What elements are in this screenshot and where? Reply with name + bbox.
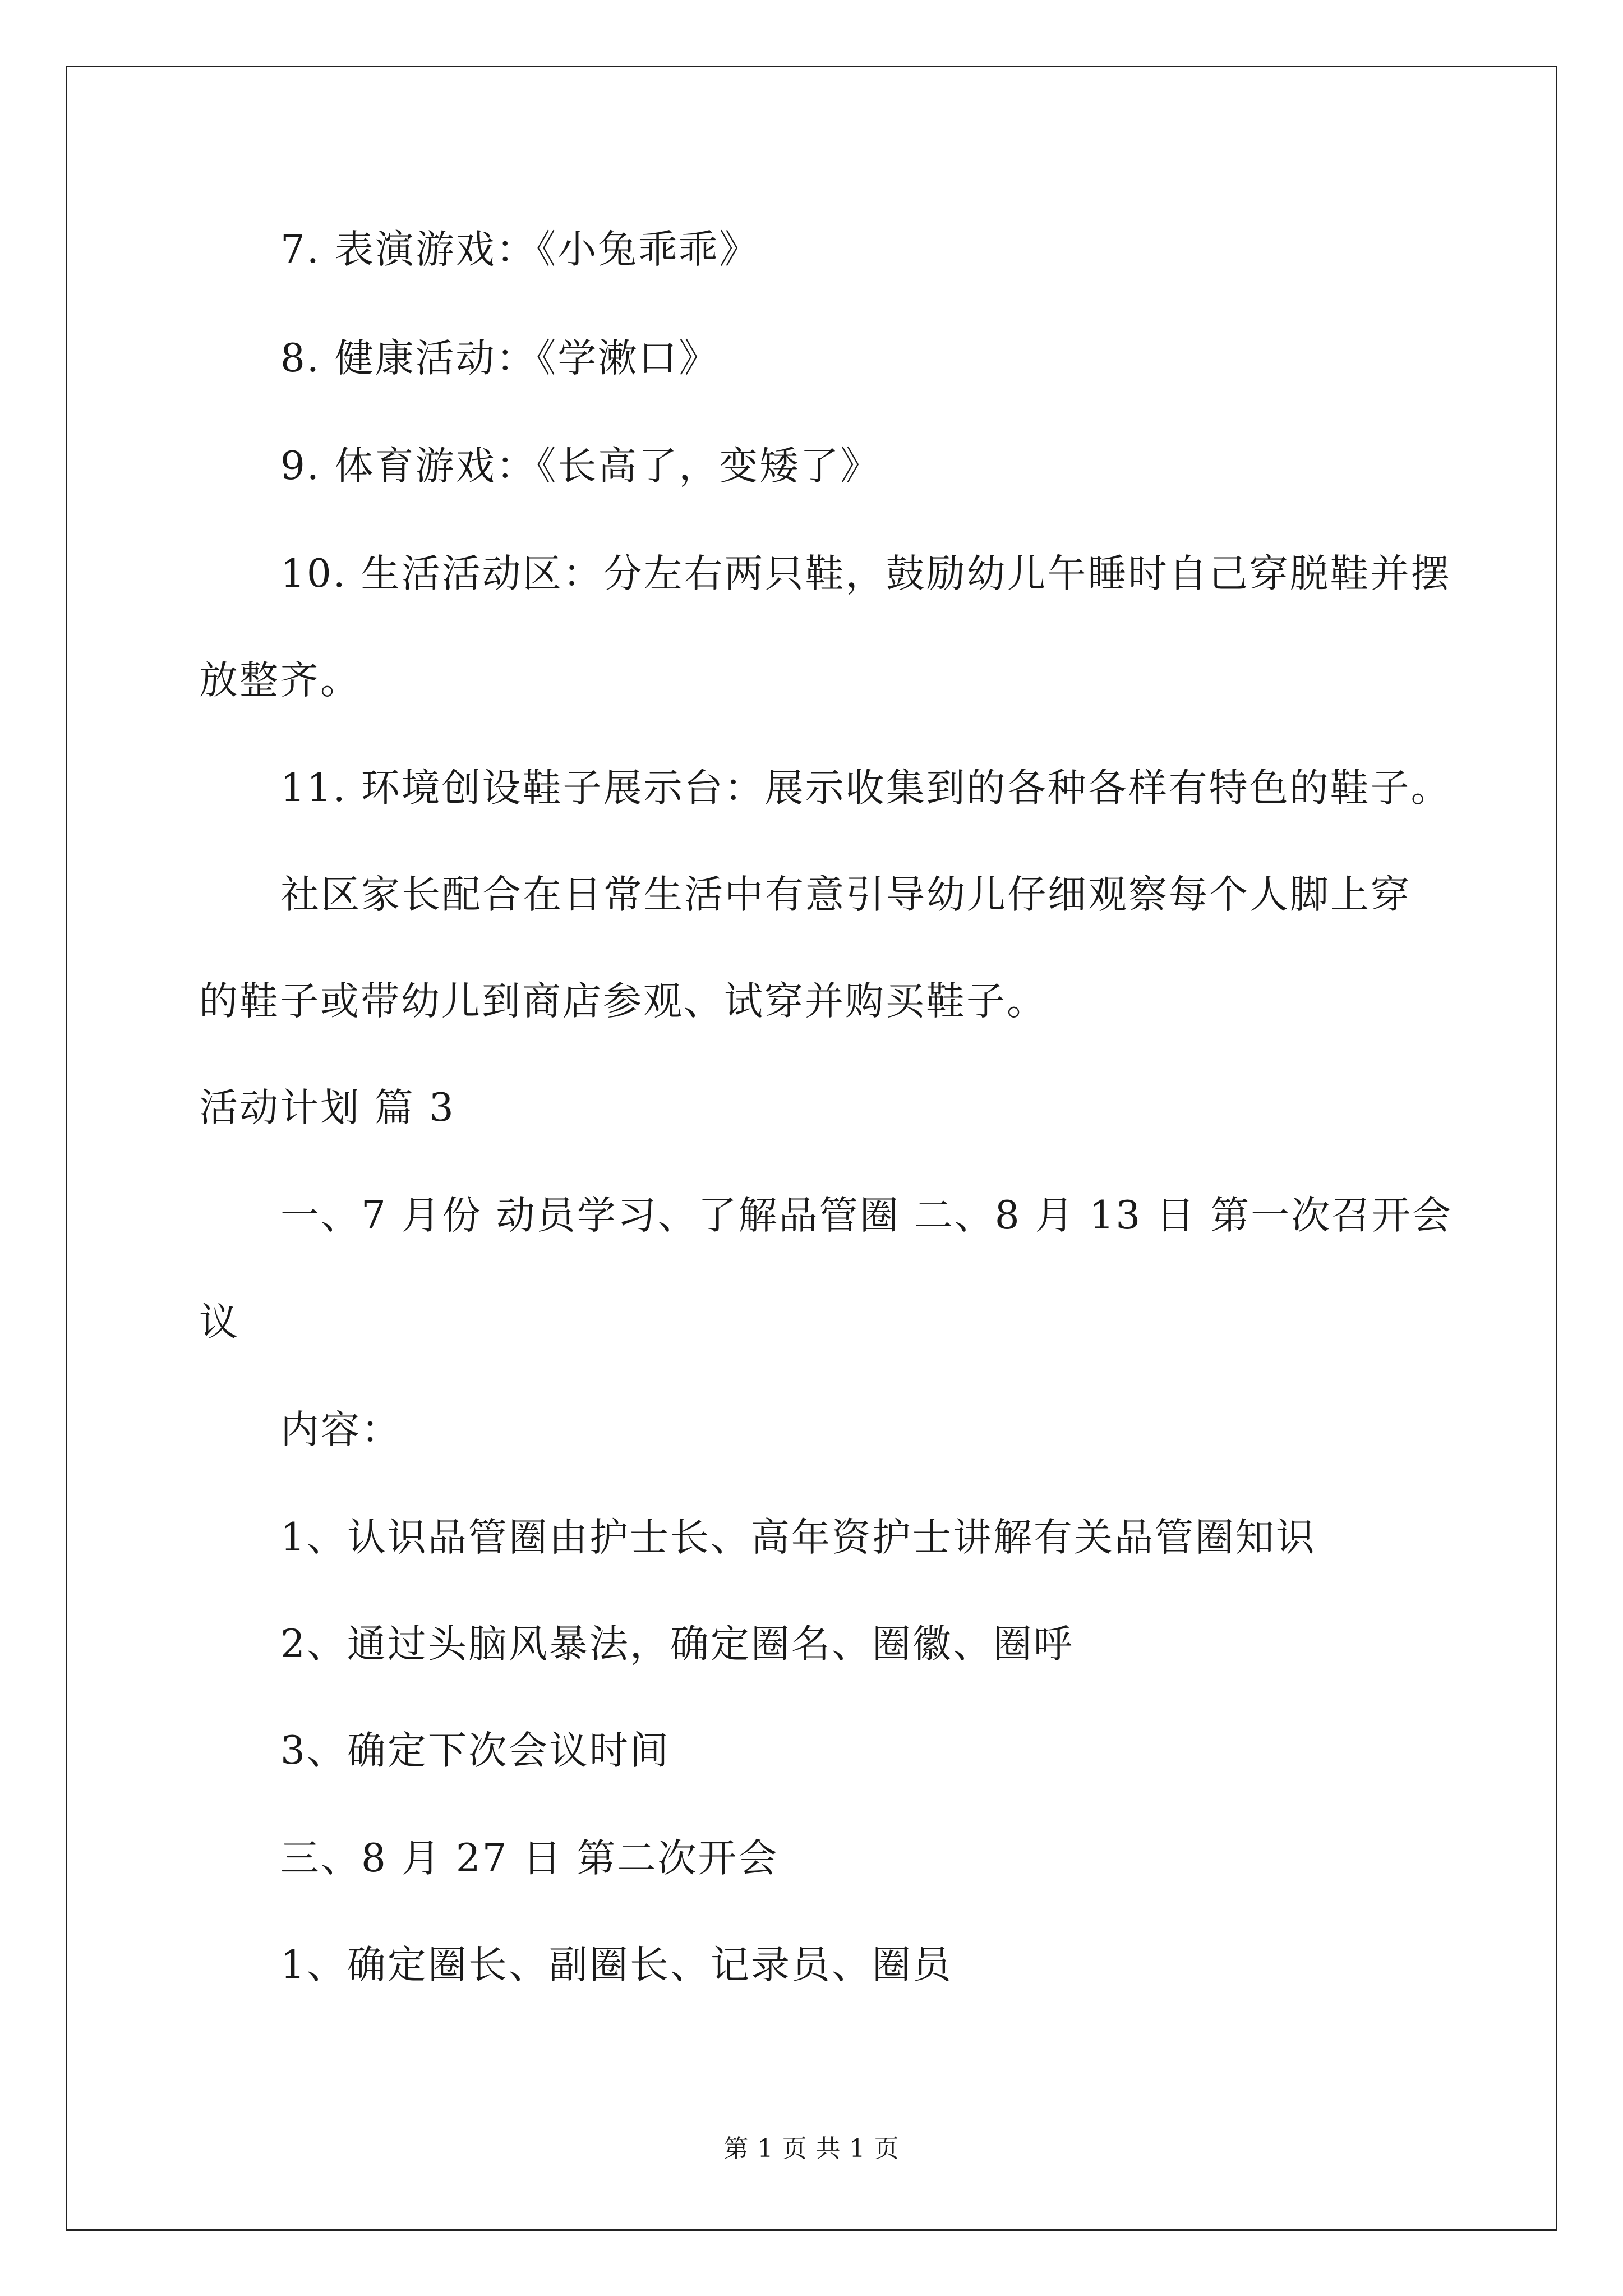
page-footer: 第 1 页 共 1 页 (723, 2134, 900, 2163)
list-item-8: 8. 健康活动：《学漱口》 (280, 336, 720, 381)
content-item-2: 2、通过头脑风暴法，确定圈名、圈徽、圈呼 (280, 1622, 1074, 1667)
paragraph-community: 社区家长配合在日常生活中有意引导幼儿仔细观察每个人脚上穿 (280, 872, 1411, 917)
paragraph-community-cont: 的鞋子或带幼儿到商店参观、试穿并购买鞋子。 (199, 979, 1047, 1024)
content-label: 内容： (280, 1407, 402, 1452)
page-frame (66, 66, 1557, 2231)
section-heading: 活动计划 篇 3 (199, 1085, 455, 1130)
list-item-10-cont: 放整齐。 (199, 658, 361, 703)
plan-item-1-cont: 议 (199, 1300, 239, 1345)
content-item-1: 1、认识品管圈由护士长、高年资护士讲解有关品管圈知识 (280, 1515, 1316, 1560)
list-item-7: 7. 表演游戏：《小兔乖乖》 (280, 227, 760, 272)
meeting-item-1: 1、确定圈长、副圈长、记录员、圈员 (280, 1943, 953, 1987)
list-item-10: 10. 生活活动区：分左右两只鞋，鼓励幼儿午睡时自己穿脱鞋并摆 (280, 551, 1451, 596)
plan-item-1: 一、7 月份 动员学习、了解品管圈 二、8 月 13 日 第一次召开会 (280, 1193, 1453, 1238)
list-item-11: 11. 环境创设鞋子展示台：展示收集到的各种各样有特色的鞋子。 (280, 766, 1451, 811)
list-item-9: 9. 体育游戏：《长高了，变矮了》 (280, 444, 881, 489)
content-item-3: 3、确定下次会议时间 (280, 1728, 670, 1773)
plan-item-3: 三、8 月 27 日 第二次开会 (280, 1836, 779, 1881)
